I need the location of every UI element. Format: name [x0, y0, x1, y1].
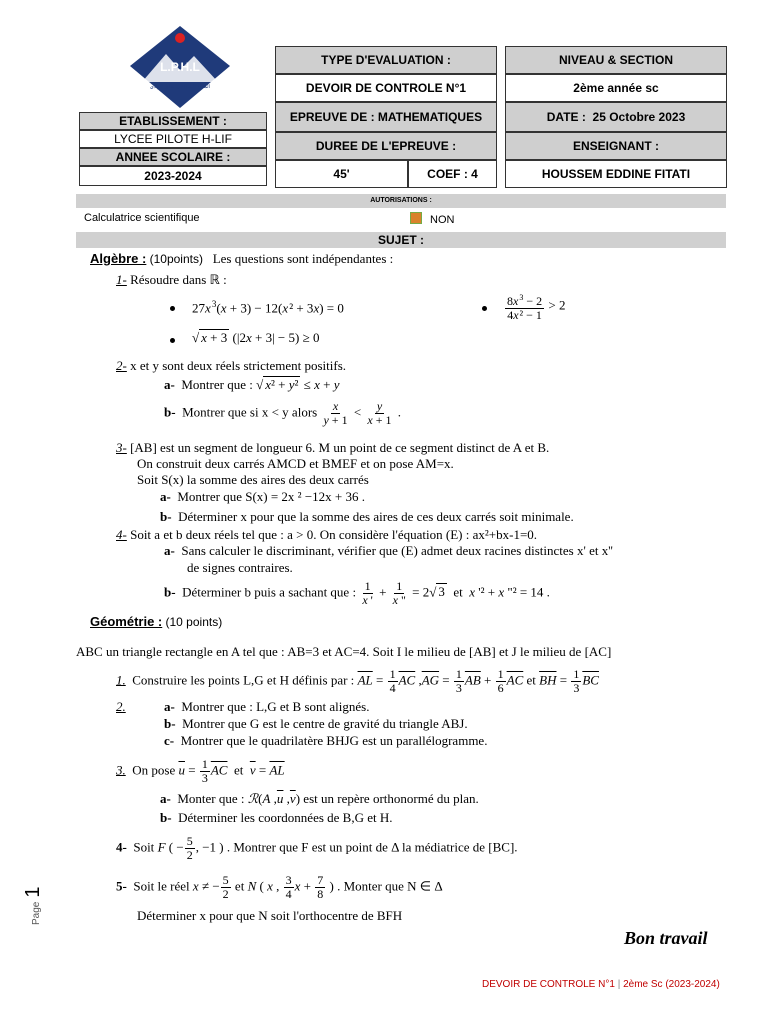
q4a-text: Sans calculer le discriminant, vérifier que (E) admet deux racines distinctes x' et x'' — [181, 543, 613, 558]
sujet-bar: SUJET : — [76, 232, 726, 248]
algebre-heading — [90, 251, 393, 267]
niveau-value: 2ème année sc — [505, 74, 727, 102]
inequation-1: $\frac{8x ^3 - 2}{\text{4x ² − 1}}$ > 2 — [507, 293, 566, 322]
logo-subtitle: المعهد النموذجي بحلق الوادي — [149, 84, 211, 90]
page-number: 1 — [22, 886, 44, 898]
closing-text: Bon travail — [624, 928, 708, 948]
g4-text2: . Montrer que F est un point de Δ la médiatrice de [BC]. — [226, 839, 518, 855]
g5-text: Soit le réel — [133, 878, 190, 894]
g3a-text2: est un repère orthonormé du plan. — [303, 791, 479, 806]
g2b-text: Montrer que G est le centre de gravité du triangle ABJ. — [182, 716, 468, 731]
q3b-line: b- Déterminer x pour que la somme des aires de ces deux carrés soit minimale. — [160, 509, 574, 524]
school-logo — [128, 24, 232, 110]
q2b-line: b- Montrer que si x < y alors $\frac{x}{y + 1}$ < $\frac{y}{x + 1}$ . — [164, 399, 402, 427]
bullet-icon — [170, 338, 175, 343]
logo-text: L.P.H.L — [160, 60, 200, 74]
g3-line: 3. On pose $\overline{u}$ = $\frac{1}{3}$ $\overline{AC}$ et $\overline{v} = \overline{AL}$ — [116, 757, 285, 785]
geometrie-points: (10 points) — [165, 615, 223, 629]
autorisations-value: NON — [430, 214, 455, 226]
date-box — [505, 102, 727, 132]
annee-value: 2023-2024 — [79, 166, 267, 186]
q3b-text: Déterminer x pour que la somme des aires de ces deux carrés soit minimale. — [178, 509, 574, 524]
type-label: TYPE D'EVALUATION : — [275, 46, 497, 74]
g5-number: 5- — [116, 878, 127, 894]
g5-end: . Monter que N ∈ Δ — [337, 878, 443, 894]
footer-separator: | — [617, 979, 621, 990]
q4-text1: Soit a et b deux réels tel que : a > 0. On considère l'équation (E) : ax²+bx-1=0. — [130, 527, 538, 542]
g2c-line: c- Montrer que le quadrilatère BHJG est un parallélogramme. — [164, 733, 488, 748]
date-value: 25 Octobre 2023 — [592, 110, 686, 124]
bullet-icon — [482, 306, 487, 311]
g4-text: Soit — [133, 839, 155, 855]
footer-left: DEVOIR DE CONTROLE N°1 — [482, 979, 615, 990]
g3-text: On pose — [132, 762, 176, 778]
g3a-text: Monter que : — [177, 791, 245, 806]
equation-1: 27x $^3$(x + 3) − 12(x ² + 3x) = 0 — [192, 299, 344, 316]
date-label: DATE : — [546, 110, 586, 124]
footer — [482, 979, 720, 990]
g4-line: 4- Soit F ( − $\frac{5}{2}$ , −1 ) . Montrer que F est un point de Δ la médiatrice de [BC]. — [116, 834, 518, 862]
q4a-line: a- Sans calculer le discriminant, vérifier que (E) admet deux racines distinctes x' et x'' — [164, 543, 613, 558]
g2b-line: b- Montrer que G est le centre de gravité du triangle ABJ. — [164, 716, 468, 731]
annee-label: ANNEE SCOLAIRE : — [79, 148, 267, 166]
q3-line1 — [116, 440, 549, 456]
algebre-intro: Les questions sont indépendantes : — [212, 251, 394, 266]
q2-line — [116, 358, 346, 374]
g3b-text: Déterminer les coordonnées de B,G et H. — [178, 810, 393, 825]
autorisations-item: Calculatrice scientifique — [84, 212, 200, 224]
algebre-title: Algèbre : — [90, 251, 147, 266]
geometrie-title: Géométrie : — [90, 614, 163, 629]
enseignant-label: ENSEIGNANT : — [505, 132, 727, 160]
g2c-text: Montrer que le quadrilatère BHJG est un parallélogramme. — [180, 733, 488, 748]
q2a-text: Montrer que : — [181, 377, 253, 392]
q1-number: 1- — [116, 272, 127, 287]
q2-number: 2- — [116, 358, 127, 373]
bullet-icon — [170, 306, 175, 311]
q2b-text: Montrer que si x < y alors — [182, 404, 318, 420]
duree-value: 45' — [275, 160, 408, 188]
duree-label: DUREE DE L'EPREUVE : — [275, 132, 497, 160]
q4b-line: b- Déterminer b puis a sachant que : $\frac{1}{x '}$ + $\frac{1}{x "}$ = 2√ 3 et x '² + x "² = 14 . — [164, 579, 550, 607]
inequation-2: √ x + 3 (|2x + 3| − 5) ≥ 0 — [192, 330, 320, 345]
q4a-line2: de signes contraires. — [187, 560, 293, 575]
page-indicator — [22, 865, 52, 925]
type-value: DEVOIR DE CONTROLE N°1 — [275, 74, 497, 102]
etab-label: ETABLISSEMENT : — [79, 112, 267, 130]
autorisations-bar: AUTORISATIONS : — [76, 194, 726, 208]
geometrie-heading — [90, 614, 222, 630]
niveau-label: NIVEAU & SECTION — [505, 46, 727, 74]
geometrie-intro: ABC un triangle rectangle en A tel que : AB=3 et AC=4. Soit I le milieu de [AB] et J le milieu de [AC] — [76, 644, 612, 659]
algebre-points: (10points) — [149, 252, 203, 266]
q3-line3: Soit S(x) la somme des aires des deux carrés — [137, 472, 369, 487]
etab-value: LYCEE PILOTE H-LIF — [79, 130, 267, 148]
g1-text: Construire les points L,G et H définis par : — [132, 672, 355, 688]
page-label: Page — [31, 901, 42, 925]
q3-number: 3- — [116, 440, 127, 455]
q4b-text: Déterminer b puis a sachant que : — [182, 584, 357, 600]
q4-number: 4- — [116, 527, 127, 542]
q4-line1 — [116, 527, 537, 543]
g3a-line: a- Monter que : ℛ(A $,\overline{u}$ $,\overline{v}$) est un repère orthonormé du plan. — [160, 791, 479, 806]
g5-line2: Déterminer x pour que N soit l'orthocentre de BFH — [137, 908, 403, 923]
q3a-text: Montrer que S(x) = 2x ² −12x + 36 . — [177, 489, 365, 504]
q1-text: Résoudre dans ℝ : — [130, 272, 227, 287]
g1-line: 1. Construire les points L,G et H définis par : $\overline{AL}$ = $\frac{1}{4}$ $\overline{AC}$ $,\overline{AG}$ = $\frac{1}{3}$ $\overline{AB}$ + $\frac{1}{6}$ $\overline{AC}$ et $\overline{BH}$ = $\frac{1}{3}$ $\overline{BC}$ — [116, 667, 599, 695]
footer-right: 2ème Sc (2023-2024) — [623, 979, 720, 990]
g2a-line: a- Montrer que : L,G et B sont alignés. — [164, 699, 370, 714]
g1-number: 1. — [116, 672, 126, 688]
g2a-text: Montrer que : L,G et B sont alignés. — [181, 699, 370, 714]
q3a-line: a- Montrer que S(x) = 2x ² −12x + 36 . — [160, 489, 365, 504]
g2-num: 2. — [116, 699, 126, 714]
g5-mid: et — [234, 878, 245, 894]
g5-line: 5- Soit le réel x ≠ − $\frac{5}{2}$ et N ( x , $\frac{3}{4}$ x + $\frac{7}{8}$ ) . Monter que N ∈ Δ — [116, 873, 443, 901]
coef-value: COEF : 4 — [408, 160, 497, 188]
q2-text: x et y sont deux réels strictement positifs. — [130, 358, 346, 373]
q3-line2: On construit deux carrés AMCD et BMEF et on pose AM=x. — [137, 456, 454, 471]
g2-number — [116, 699, 126, 715]
checkbox-icon — [410, 212, 422, 224]
q1-line — [116, 272, 227, 288]
enseignant-value: HOUSSEM EDDINE FITATI — [505, 160, 727, 188]
g4-number: 4- — [116, 839, 127, 855]
epreuve: EPREUVE DE : MATHEMATIQUES — [275, 102, 497, 132]
q2a-line: a- Montrer que : √ x² + y² ≤ x + y — [164, 377, 340, 392]
g3b-line: b- Déterminer les coordonnées de B,G et H. — [160, 810, 393, 825]
g3-number: 3. — [116, 762, 126, 778]
q3-text1: [AB] est un segment de longueur 6. M un point de ce segment distinct de A et B. — [130, 440, 550, 455]
